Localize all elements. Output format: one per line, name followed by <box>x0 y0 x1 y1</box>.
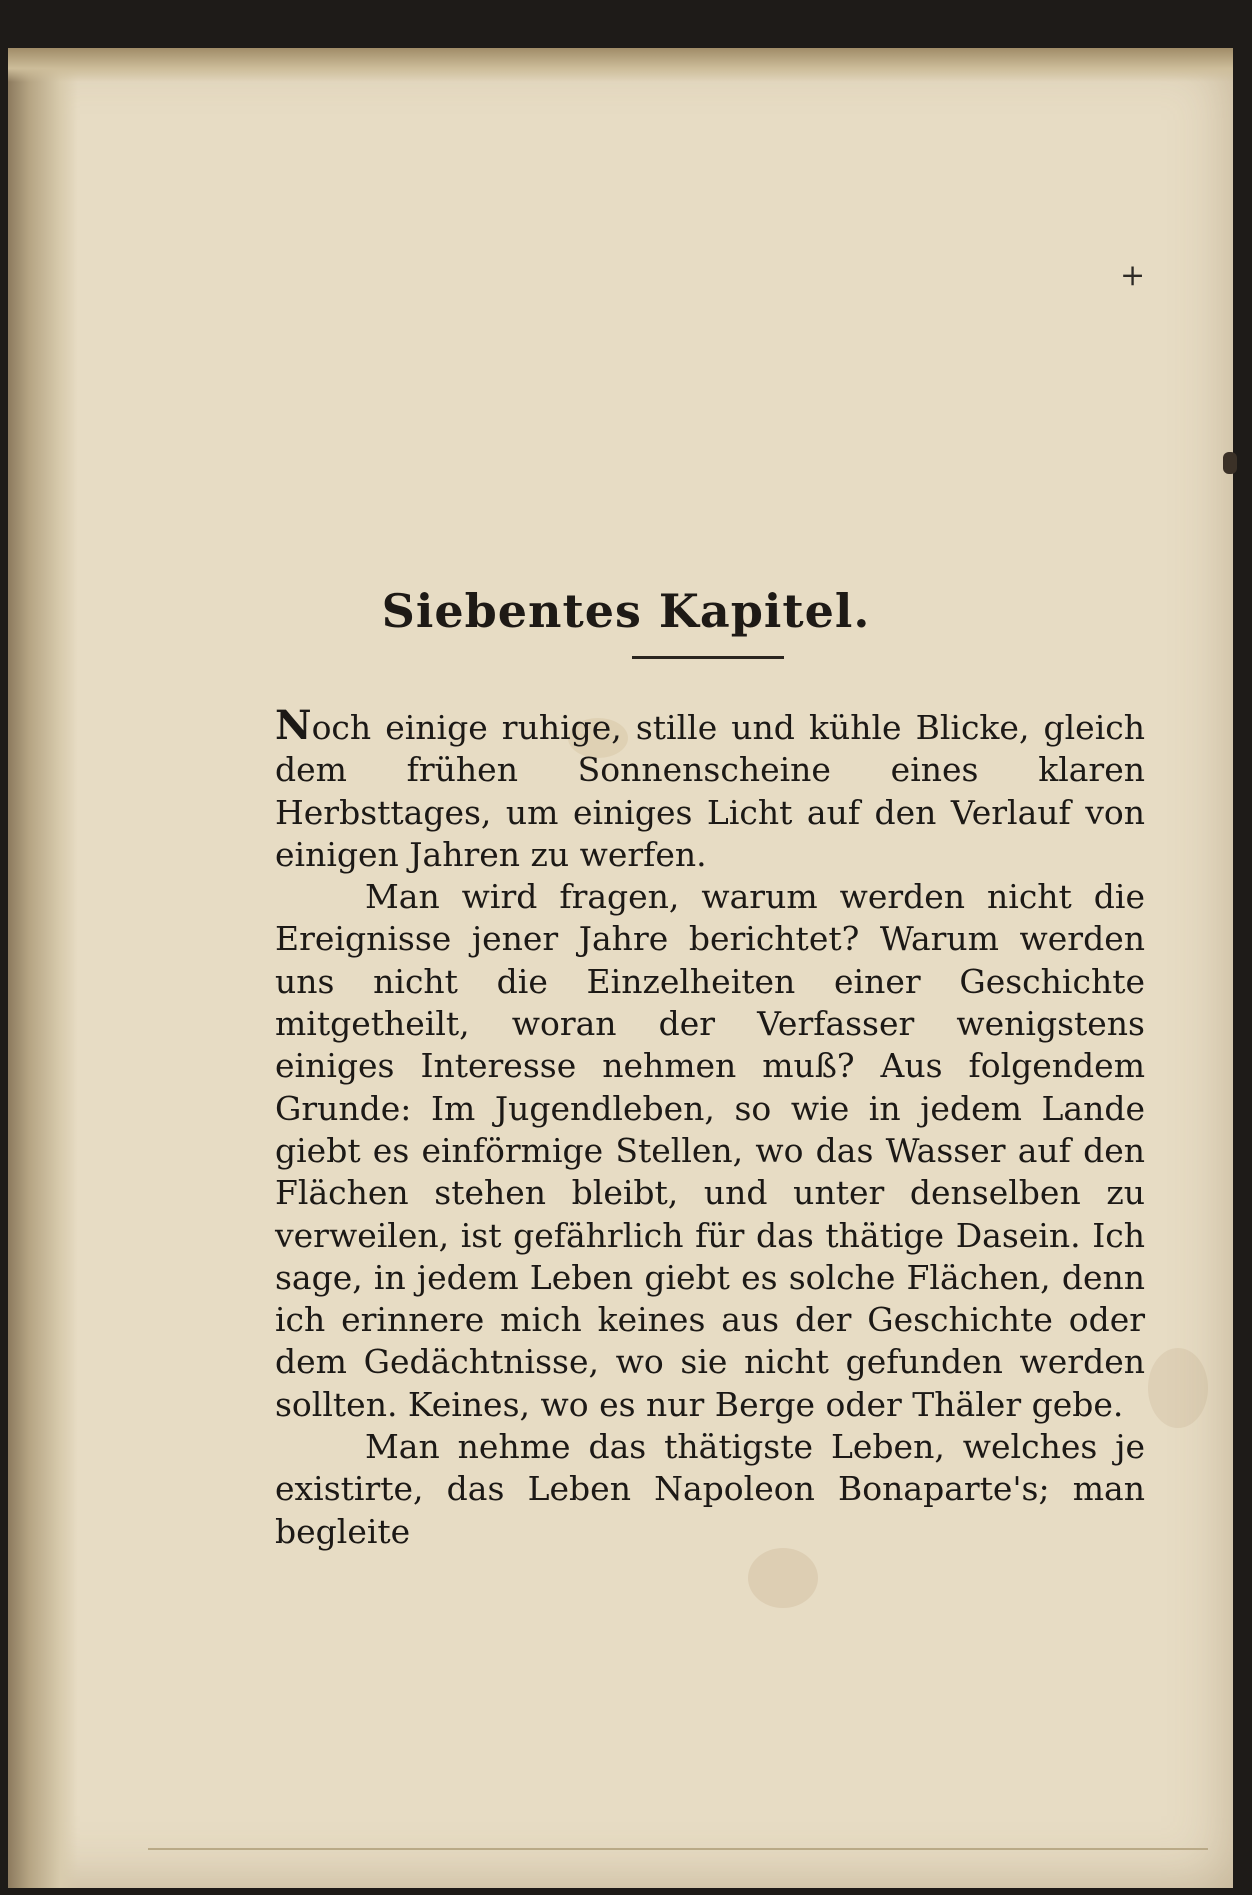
paper-stain <box>1148 1348 1208 1428</box>
chapter-body <box>275 702 1145 1553</box>
paragraph-3: Man nehme das thätigste Leben, welches je existirte, das Leben Napoleon Bonaparte's; man begleite <box>275 1427 1145 1551</box>
page-edge-shadow <box>8 48 78 1888</box>
binding-nub <box>1223 452 1237 474</box>
paragraph-1: Noch einige ruhige, stille und kühle Blicke, gleich dem frühen Sonnenscheine eines klaren Herbsttages, um einiges Licht auf den Verlauf von einigen Jahren zu werfen. <box>275 702 1145 874</box>
title-divider <box>632 656 784 659</box>
page-bottom-rule <box>148 1848 1208 1850</box>
paragraph-2: Man wird fragen, warum werden nicht die Ereignisse jener Jahre berichtet? Warum werden uns nicht die Einzelheiten einer Geschichte mitgetheilt, woran der Verfasser wenigstens einiges Interesse nehmen muß? Aus folgendem Grunde: Im Jugendleben, so wie in jedem Lande giebt es einförmige Stellen, wo das Wasser auf den Flächen stehen bleibt, und unter denselben zu verweilen, ist gefährlich für das thätige Dasein. Ich sage, in jedem Leben giebt es solche Flächen, denn ich erinnere mich keines aus der Geschichte oder dem Gedächtnisse, wo sie nicht gefunden werden sollten. Keines, wo es nur Berge oder Thäler gebe. <box>275 877 1145 1424</box>
corner-mark: + <box>1120 258 1146 293</box>
page-top-edge <box>8 48 1233 82</box>
chapter-title: Siebentes Kapitel. <box>381 583 871 638</box>
paper-stain <box>748 1548 818 1608</box>
